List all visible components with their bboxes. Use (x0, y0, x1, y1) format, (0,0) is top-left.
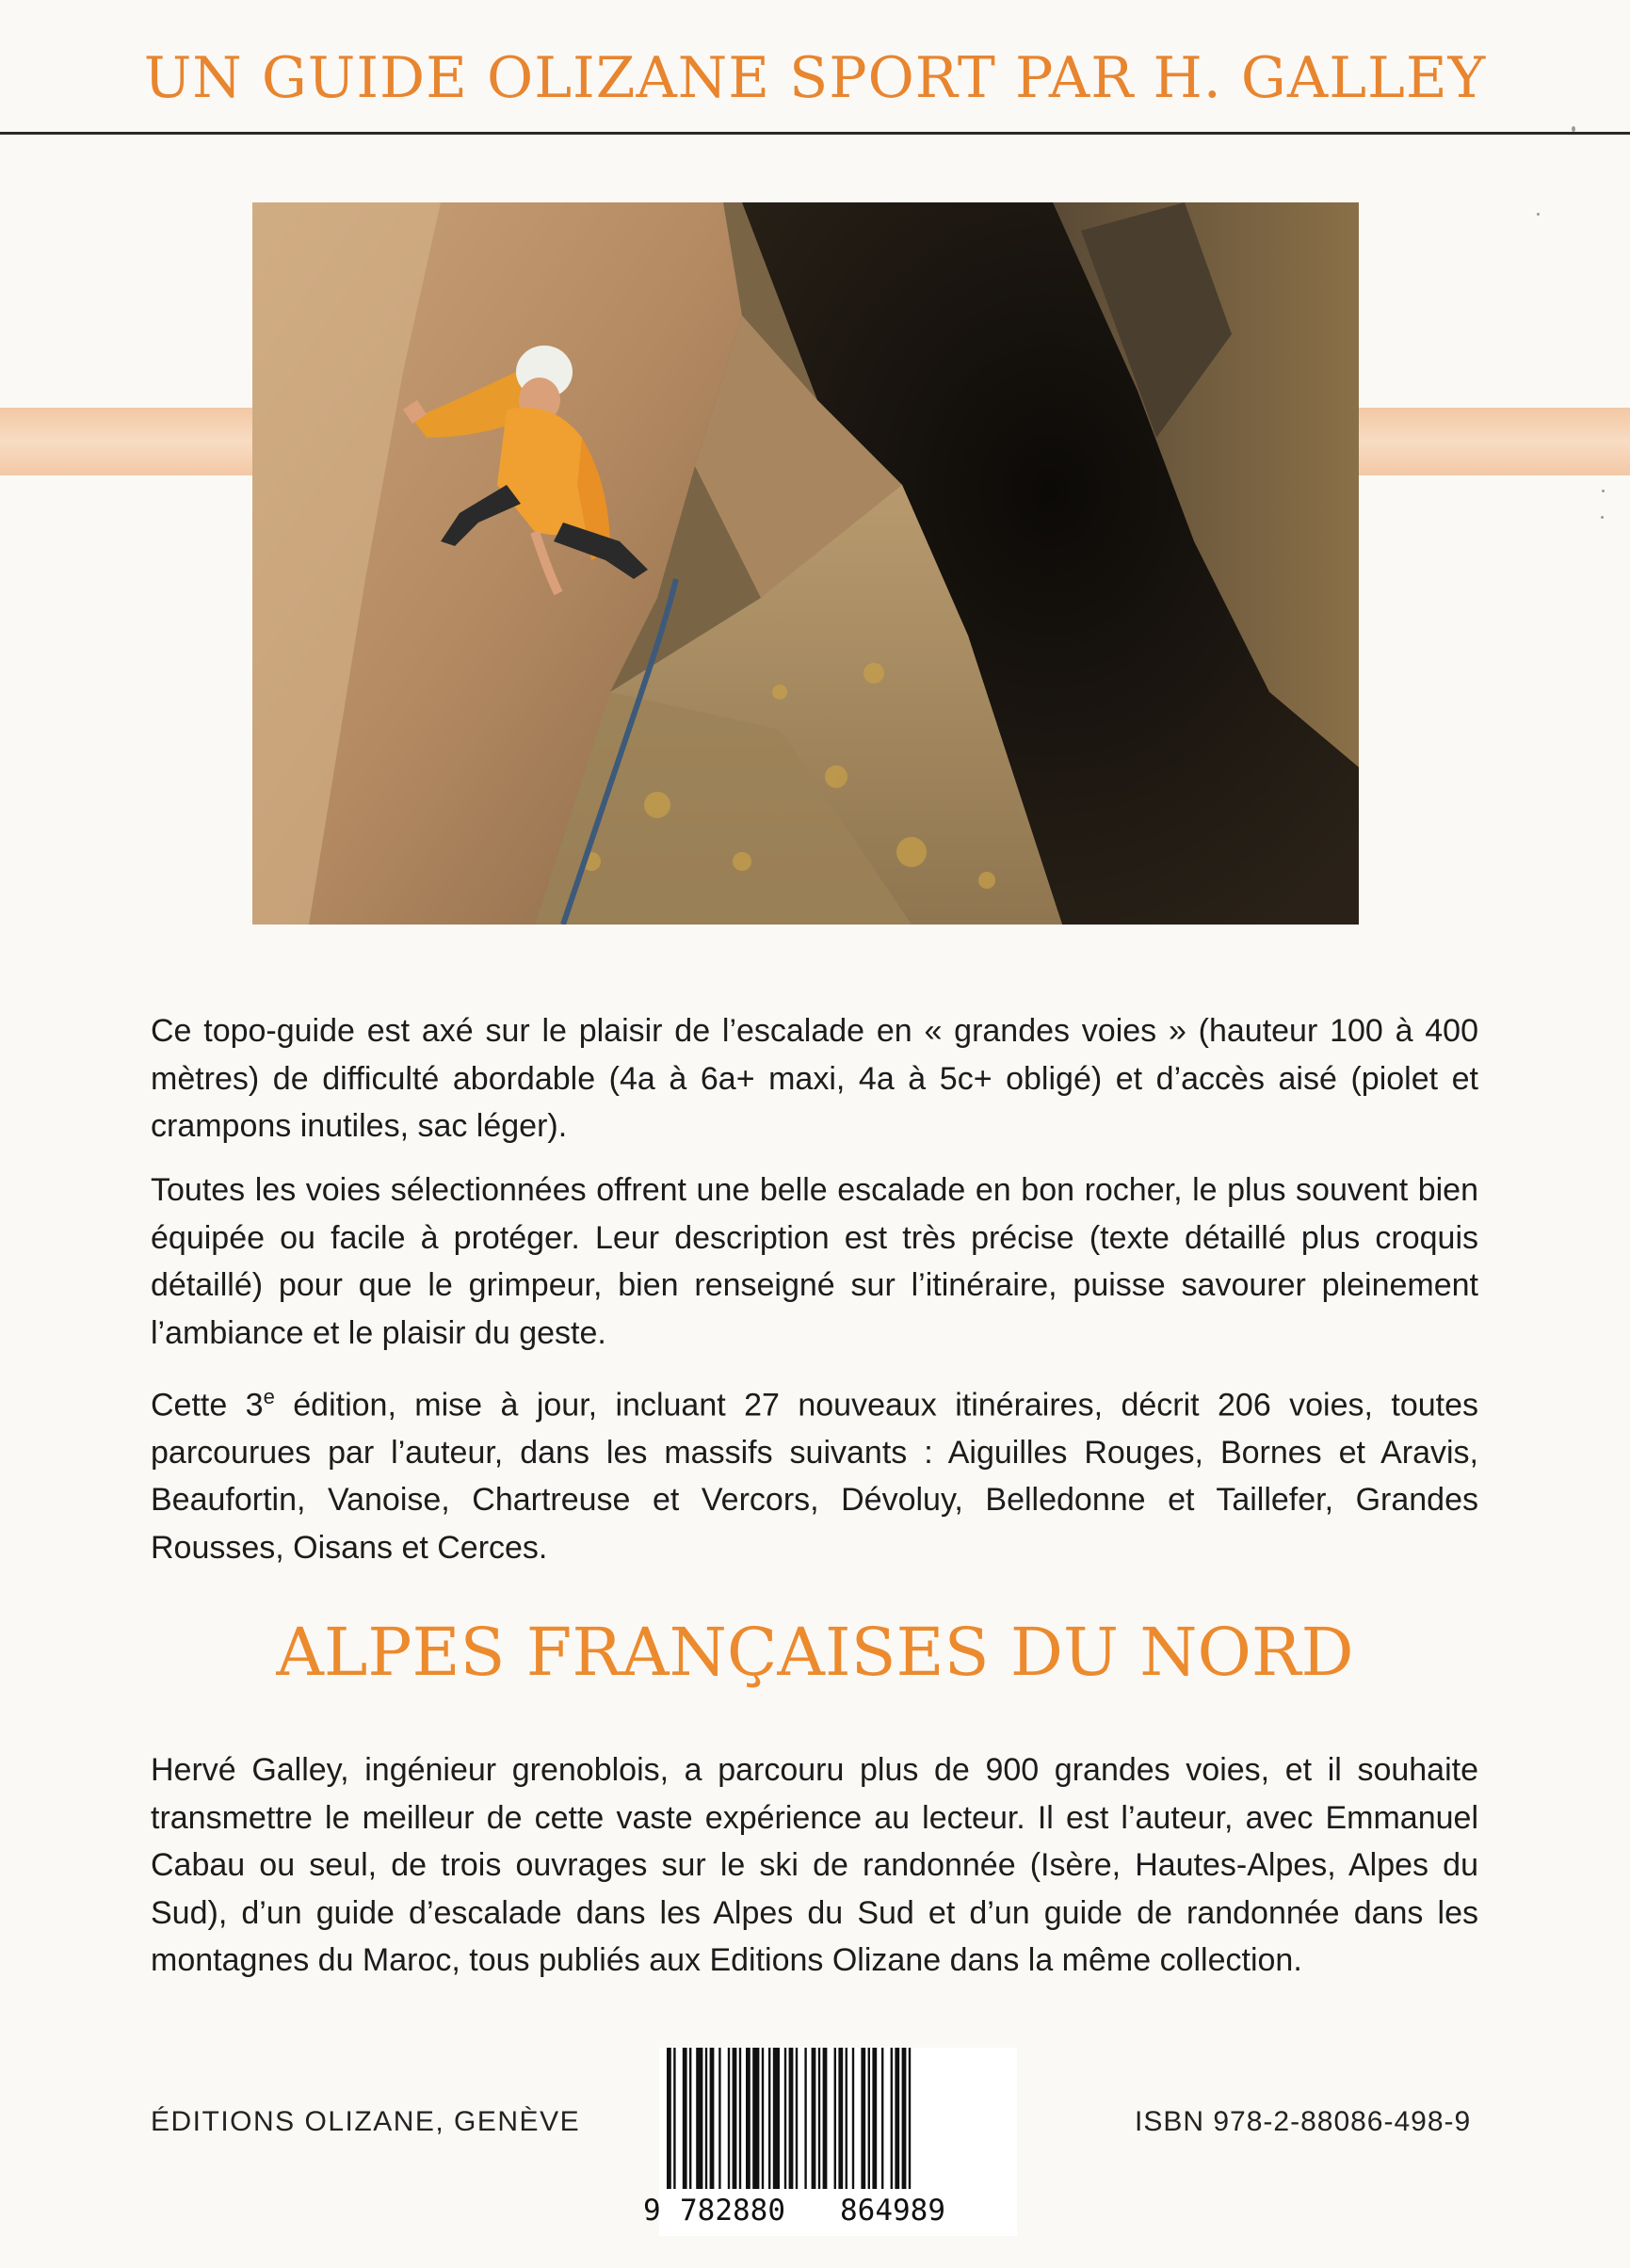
speck (1572, 126, 1575, 132)
barcode (659, 2048, 1017, 2236)
barcode-bar (796, 2048, 798, 2189)
barcode-bar (909, 2048, 911, 2189)
barcode-bar (846, 2048, 847, 2189)
barcode-bar (689, 2048, 691, 2189)
barcode-bar (823, 2048, 828, 2189)
barcode-bar (739, 2048, 741, 2189)
intro-paragraph: Ce topo-guide est axé sur le plaisir de l’escalade en « grandes voies » (hauteur 100 à 400 mètres) de difficulté abordable (4a à 6a+ maxi, 4a à 5c+ obligé) et d’accès aisé (piolet et crampons inutiles, sac léger). (151, 1013, 1478, 1144)
barcode-bar (752, 2048, 759, 2189)
edition-superscript: e (263, 1385, 275, 1408)
barcode-bar (728, 2048, 730, 2189)
barcode-bar (881, 2048, 883, 2189)
barcode-bar (861, 2048, 865, 2189)
barcode-bar (902, 2048, 907, 2189)
barcode-bar (718, 2048, 720, 2189)
description-paragraph: Toutes les voies sélectionnées offrent une belle escalade en bon rocher, le plus souvent bien équipée ou facile à protéger. Leur description est très précise (texte détaillé plus croquis détaillé) pour que le grimpeur, bien renseigné sur l’itinéraire, puisse savourer pleinement l’ambiance et le plaisir du geste. (151, 1172, 1478, 1351)
barcode-digit-group-1: 782880 (680, 2194, 785, 2228)
cover-photo-climber (252, 202, 1359, 925)
edition-text-rest: édition, mise à jour, incluant 27 nouveaux itinéraires, décrit 206 voies, toutes parcourues par l’auteur, dans les massifs suivants : Aiguilles Rouges, Bornes et Aravis, Beaufortin, Vanoise, Chartreuse et Vercors, Dévoluy, Belledonne et Taillefer, Grandes Rousses, Oisans et Cerces. (151, 1387, 1478, 1566)
barcode-digit-group-2: 864989 (840, 2194, 945, 2228)
barcode-bar (696, 2048, 702, 2189)
author-bio-paragraph: Hervé Galley, ingénieur grenoblois, a parcouru plus de 900 grandes voies, et il souhaite transmettre le meilleur de cette vaste expérience au lecteur. Il est l’auteur, avec Emmanuel Cabau ou seul, de trois ouvrages sur le ski de randonnée (Isère, Hautes-Alpes, Alpes du Sud), d’un guide d’escalade dans les Alpes du Sud et d’un guide de randonnée dans les montagnes du Maroc, tous publiés aux Editions Olizane dans la même collection. (151, 1752, 1478, 1978)
speck (1537, 213, 1540, 216)
publisher-label: ÉDITIONS OLIZANE, GENÈVE (151, 2106, 581, 2137)
barcode-bar (768, 2048, 770, 2189)
barcode-bar (784, 2048, 786, 2189)
barcode-bar (667, 2048, 671, 2189)
barcode-first-digit: 9 (643, 2194, 661, 2228)
speck (1601, 516, 1604, 519)
barcode-bar (812, 2048, 816, 2189)
edition-text-start: Cette 3 (151, 1387, 264, 1424)
barcode-bar (710, 2048, 715, 2189)
decorative-band-left (0, 408, 252, 475)
barcode-bar (789, 2048, 794, 2189)
barcode-bar (895, 2048, 899, 2189)
barcode-bar (705, 2048, 707, 2189)
barcode-bar (683, 2048, 687, 2189)
barcode-bar (868, 2048, 870, 2189)
decorative-band-right (1359, 408, 1630, 475)
edition-paragraph (151, 1374, 1478, 1571)
series-title: UN GUIDE OLIZANE SPORT PAR H. GALLEY (143, 45, 1487, 111)
isbn-label: ISBN 978-2-88086-498-9 (1135, 2106, 1472, 2137)
book-title: ALPES FRANÇAISES DU NORD (276, 1614, 1354, 1691)
header-rule (0, 132, 1630, 135)
barcode-bar (838, 2048, 843, 2189)
barcode-bar (733, 2048, 737, 2189)
barcode-bar (804, 2048, 806, 2189)
speck (1602, 490, 1605, 492)
barcode-bar (773, 2048, 780, 2189)
barcode-bar (762, 2048, 764, 2189)
barcode-bar (746, 2048, 750, 2189)
barcode-bar (891, 2048, 893, 2189)
barcode-bar (834, 2048, 836, 2189)
barcode-bar (872, 2048, 877, 2189)
barcode-bar (673, 2048, 675, 2189)
barcode-bar (818, 2048, 820, 2189)
barcode-bar (852, 2048, 854, 2189)
